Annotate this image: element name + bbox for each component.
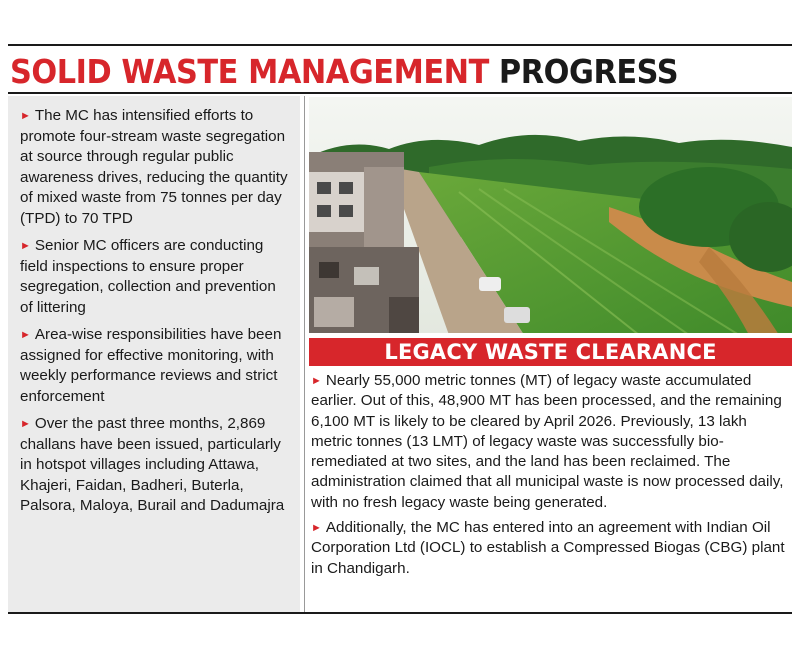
bullet-arrow-icon: ► — [20, 110, 31, 122]
site-photo-illustration — [309, 97, 792, 335]
bullet-arrow-icon: ► — [20, 329, 31, 341]
left-bullet — [20, 325, 292, 407]
bullet-text: Over the past three months, 2,869 challans have been issued, particularly in hotspot villages including Attawa, Khajeri, Faidan, Badheri, Buterla, Palsora, Maloya, Burail and Dadumajra — [20, 415, 285, 514]
right-column-body — [311, 371, 792, 584]
left-bullet — [20, 414, 292, 517]
left-column — [8, 96, 300, 612]
headline-rule — [8, 92, 792, 94]
top-rule — [8, 44, 792, 46]
bullet-text: The MC has intensified efforts to promote four-stream waste segregation at source through regular public awareness drives, reducing the quantity of mixed waste from 75 tonnes per day (TPD) to 70 TPD — [20, 107, 288, 227]
bullet-text: Senior MC officers are conducting field inspections to ensure proper segregation, collection and prevention of littering — [20, 237, 276, 316]
bottom-rule — [8, 612, 792, 614]
site-photo — [309, 97, 792, 335]
headline-red: SOLID WASTE MANAGEMENT — [10, 52, 489, 91]
right-paragraph — [311, 371, 792, 513]
bullet-arrow-icon: ► — [311, 375, 322, 387]
left-bullet — [20, 236, 292, 318]
bullet-arrow-icon: ► — [20, 240, 31, 252]
left-bullet — [20, 106, 292, 229]
paragraph-text: Additionally, the MC has entered into an agreement with Indian Oil Corporation Ltd (IOCL) to establish a Compressed Biogas (CBG) plant in Chandigarh. — [311, 519, 785, 577]
column-divider — [304, 96, 305, 612]
headline-black: PROGRESS — [498, 52, 679, 91]
paragraph-text: Nearly 55,000 metric tonnes (MT) of legacy waste accumulated earlier. Out of this, 48,900 MT has been processed, and the remaining 6,100 MT is likely to be cleared by April 2026. Previously, 13 lakh metric tonnes (13 LMT) of legacy waste was successfully bio-remediated at two sites, and the land has been reclaimed. The administration claimed that all municipal waste is now processed daily, with no fresh legacy waste being generated. — [311, 372, 784, 511]
right-paragraph — [311, 518, 792, 579]
section-heading: LEGACY WASTE CLEARANCE — [309, 338, 792, 366]
bullet-text: Area-wise responsibilities have been assigned for effective monitoring, with weekly performance reviews and strict enforcement — [20, 326, 282, 405]
bullet-arrow-icon: ► — [20, 418, 31, 430]
headline — [10, 52, 678, 92]
bullet-arrow-icon: ► — [311, 522, 322, 535]
